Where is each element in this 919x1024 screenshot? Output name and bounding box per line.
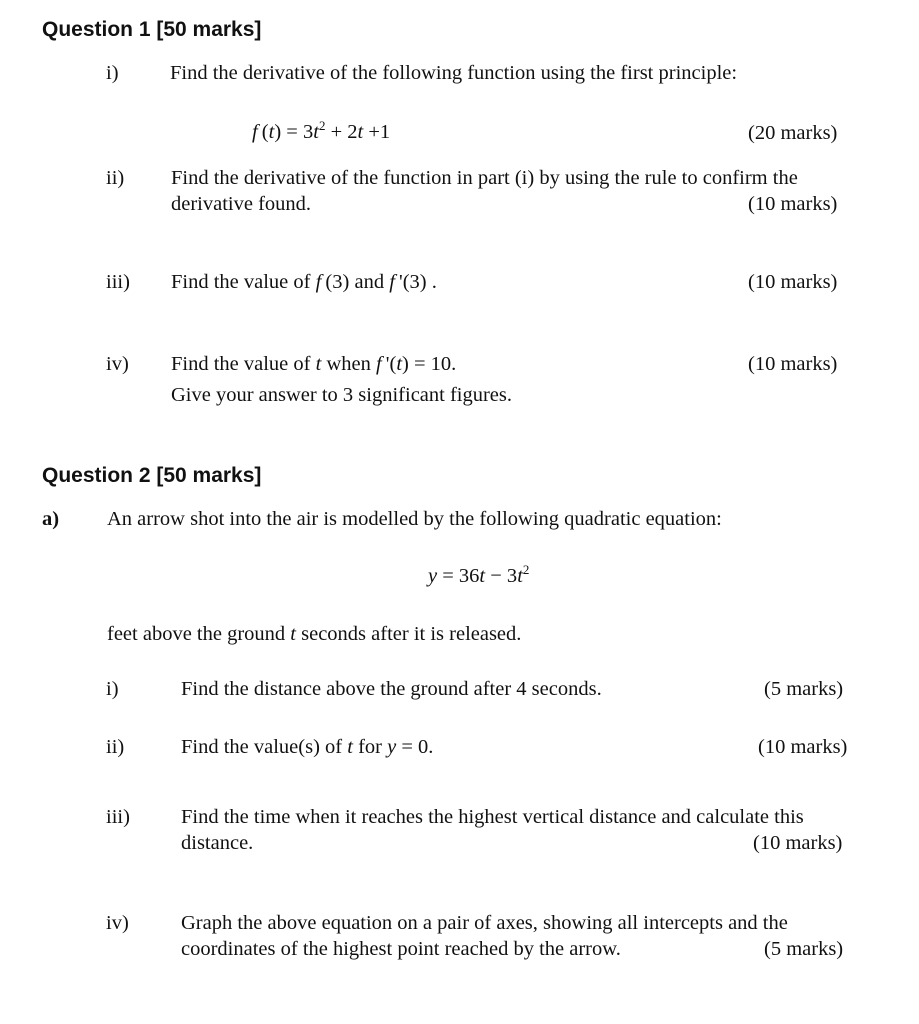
variable-t: t [315,353,322,375]
q2-part-ii-suffix: . [428,736,434,758]
q2-part-iv-line2: coordinates of the highest point reached by the arrow. [181,938,621,960]
q2-part-ii-text [181,736,433,759]
q1-part-iv-line2: Give your answer to 3 significant figures. [171,384,513,406]
q1-part-i-number: i) [106,62,119,84]
q1-part-ii-marks: (10 marks) [748,193,838,215]
question-2-heading: Question 2 [50 marks] [42,464,262,487]
question-1-heading: Question 1 [50 marks] [42,18,262,41]
f-prime-equation: f '(t) = 10 [375,353,452,375]
y-equals-zero: y = 0 [387,736,429,758]
q1-part-ii-line2: derivative found. [171,193,312,215]
q1-part-iv-suffix: . [451,353,457,375]
q1-part-i-text: Find the derivative of the following function using the first principle: [170,62,738,84]
q2-part-ii-prefix: Find the value(s) of [181,736,343,758]
q1-function-equation: f $(t) = 3t^2 + 2t +1$ [252,118,391,143]
q2-part-i-marks: (5 marks) [764,678,844,700]
q1-part-i-marks: (20 marks) [748,122,838,144]
q1-part-iv-when: when [326,353,371,375]
q2-part-ii-for: for [358,736,382,758]
q1-part-iv-number: iv) [106,353,129,375]
q1-part-iv-prefix: Find the value of [171,353,311,375]
q2-after-prefix: feet above the ground [107,623,286,645]
q2-part-ii-marks: (10 marks) [758,736,848,758]
q1-part-iii-and: and [354,271,385,293]
q1-part-iv-marks: (10 marks) [748,353,838,375]
q2-part-iv-marks: (5 marks) [764,938,844,960]
q1-part-iii-suffix: . [431,271,437,293]
variable-t: t [347,736,353,758]
q2-after-equation-text [107,623,521,646]
q1-part-ii-number: ii) [106,167,125,189]
q2-part-iv-number: iv) [106,912,129,934]
q1-part-iii-marks: (10 marks) [748,271,838,293]
q2-after-suffix: seconds after it is released. [301,623,522,645]
q2-quadratic-equation: $y = 36t - 3t^2$ [428,562,530,587]
q1-part-iii-text [171,271,437,294]
q1-part-ii-line1: Find the derivative of the function in part (i) by using the rule to confirm the [171,167,798,189]
q2-part-iii-line2: distance. [181,832,254,854]
f-prime-of-3-expression: f '(3) [389,271,427,293]
q2-part-i-text: Find the distance above the ground after 4 seconds. [181,678,602,700]
variable-t: t [290,623,296,645]
q1-part-iii-prefix: Find the value of [171,271,311,293]
f-of-3-expression: f (3) [315,271,350,293]
q1-part-iv-text [171,353,456,376]
q2-part-iv-line1: Graph the above equation on a pair of axes, showing all intercepts and the [181,912,788,934]
q2-part-a-label: a) [42,508,60,530]
q2-part-ii-number: ii) [106,736,125,758]
q2-part-iii-line1: Find the time when it reaches the highest vertical distance and calculate this [181,806,804,828]
q2-part-i-number: i) [106,678,119,700]
q2-intro-text: An arrow shot into the air is modelled by the following quadratic equation: [107,508,722,530]
q2-part-iii-number: iii) [106,806,130,828]
q1-part-iii-number: iii) [106,271,130,293]
q2-part-iii-marks: (10 marks) [753,832,843,854]
